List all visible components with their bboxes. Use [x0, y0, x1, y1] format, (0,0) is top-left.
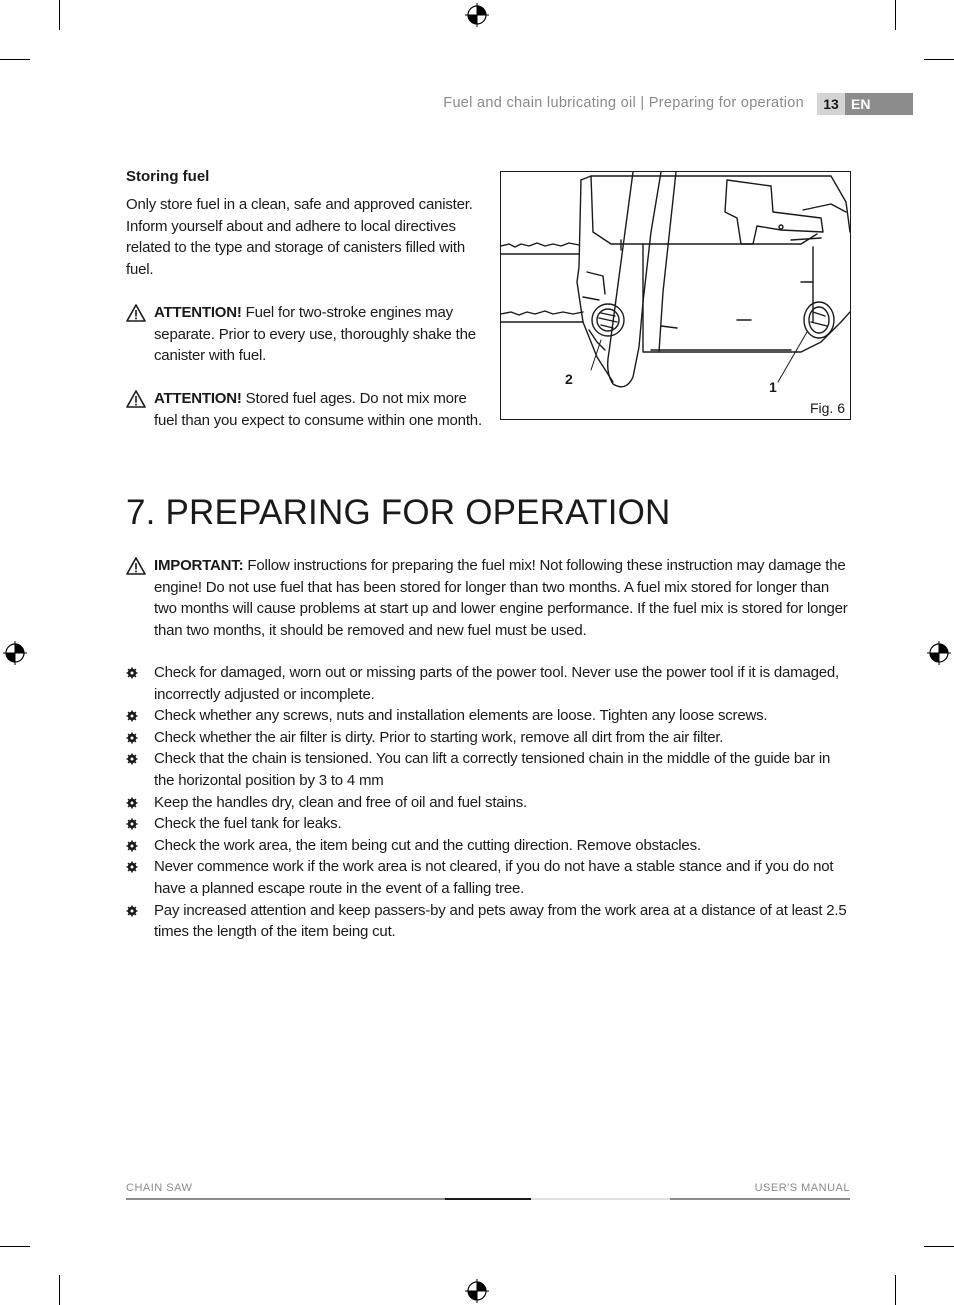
warning-triangle-icon: [126, 304, 146, 322]
attention-note: [126, 388, 486, 431]
attention-label: ATTENTION!: [154, 304, 242, 321]
gear-bullet-icon: [126, 905, 138, 917]
footer-product: CHAIN SAW: [126, 1182, 193, 1194]
page-indicator: [817, 93, 913, 115]
section-heading: Storing fuel: [126, 168, 210, 185]
crop-mark: [0, 1246, 30, 1247]
important-text: Follow instructions for preparing the fuel mix! Not following these instruction may damage the engine! Do not use fuel that has been stored for longer than two months. A fuel mix stored for longer than two months will cause problems at start up and lower engine performance. If the fuel mix is stored for longer than two months, it should be removed and new fuel must be used.: [154, 557, 848, 639]
list-item-text: Keep the handles dry, clean and free of oil and fuel stains.: [154, 793, 527, 811]
language-tag: EN: [845, 93, 913, 115]
attention-label: ATTENTION!: [154, 390, 242, 407]
registration-mark-icon: [465, 1279, 489, 1303]
list-item: [126, 705, 852, 727]
list-item: [126, 748, 852, 791]
gear-bullet-icon: [126, 732, 138, 744]
list-item: [126, 727, 852, 749]
list-item-text: Pay increased attention and keep passers-by and pets away from the work area at a distance of at least 2.5 times the length of the item being cut.: [154, 901, 847, 941]
callout-1: 1: [769, 379, 777, 395]
registration-mark-icon: [465, 3, 489, 27]
important-note: [126, 555, 851, 641]
footer-rule: [445, 1198, 531, 1200]
crop-mark: [0, 59, 30, 60]
crop-mark: [895, 0, 896, 30]
gear-bullet-icon: [126, 861, 138, 873]
preparation-checklist: [126, 662, 852, 943]
storing-fuel-paragraph: Only store fuel in a clean, safe and approved canister. Inform yourself about and adhere to local directives related to the type and storage of canisters filled with fuel.: [126, 196, 473, 278]
list-item: [126, 792, 852, 814]
warning-triangle-icon: [126, 390, 146, 408]
list-item: [126, 900, 852, 943]
gear-bullet-icon: [126, 840, 138, 852]
footer-doc-type: USER'S MANUAL: [754, 1182, 850, 1194]
gear-bullet-icon: [126, 667, 138, 679]
important-label: IMPORTANT:: [154, 557, 244, 574]
gear-bullet-icon: [126, 710, 138, 722]
list-item-text: Check the fuel tank for leaks.: [154, 815, 342, 833]
attention-text: Fuel for two-stroke engines may separate. Prior to every use, thoroughly shake the canister with fuel.: [154, 304, 476, 364]
gear-bullet-icon: [126, 818, 138, 830]
crop-mark: [924, 59, 954, 60]
list-item-text: Check whether the air filter is dirty. Prior to starting work, remove all dirt from the air filter.: [154, 728, 724, 746]
crop-mark: [59, 0, 60, 30]
list-item-text: Check for damaged, worn out or missing parts of the power tool. Never use the power tool if it is damaged, incorrectly adjusted or incomplete.: [154, 664, 839, 703]
list-item-text: Never commence work if the work area is not cleared, if you do not have a stable stance and if you do not have a planned escape route in the event of a falling tree.: [154, 858, 834, 897]
warning-triangle-icon: [126, 557, 146, 575]
registration-mark-icon: [3, 641, 27, 665]
crop-mark: [59, 1275, 60, 1305]
crop-mark: [924, 1246, 954, 1247]
figure-chainsaw-caps: [500, 171, 851, 420]
chapter-title: 7. PREPARING FOR OPERATION: [126, 493, 671, 532]
running-header: Fuel and chain lubricating oil | Preparing for operation: [443, 95, 804, 111]
footer-rule: [670, 1198, 850, 1200]
attention-text: Stored fuel ages. Do not mix more fuel than you expect to consume within one month.: [154, 390, 482, 429]
crop-mark: [895, 1275, 896, 1305]
list-item-text: Check the work area, the item being cut and the cutting direction. Remove obstacles.: [154, 836, 701, 854]
list-item-text: Check that the chain is tensioned. You can lift a correctly tensioned chain in the middle of the guide bar in the horizontal position by 3 to 4 mm: [154, 750, 831, 789]
list-item: [126, 813, 852, 835]
list-item: [126, 835, 852, 857]
gear-bullet-icon: [126, 797, 138, 809]
chainsaw-illustration: [501, 172, 850, 419]
attention-note: [126, 302, 486, 367]
registration-mark-icon: [927, 641, 951, 665]
callout-2: 2: [565, 371, 573, 387]
figure-caption: Fig. 6: [809, 400, 845, 416]
footer-rule: [126, 1198, 445, 1200]
list-item: [126, 856, 852, 899]
gear-bullet-icon: [126, 753, 138, 765]
page-number: 13: [817, 93, 845, 115]
list-item-text: Check whether any screws, nuts and installation elements are loose. Tighten any loose screws.: [154, 707, 768, 725]
footer-rule: [531, 1198, 670, 1200]
list-item: [126, 662, 852, 705]
